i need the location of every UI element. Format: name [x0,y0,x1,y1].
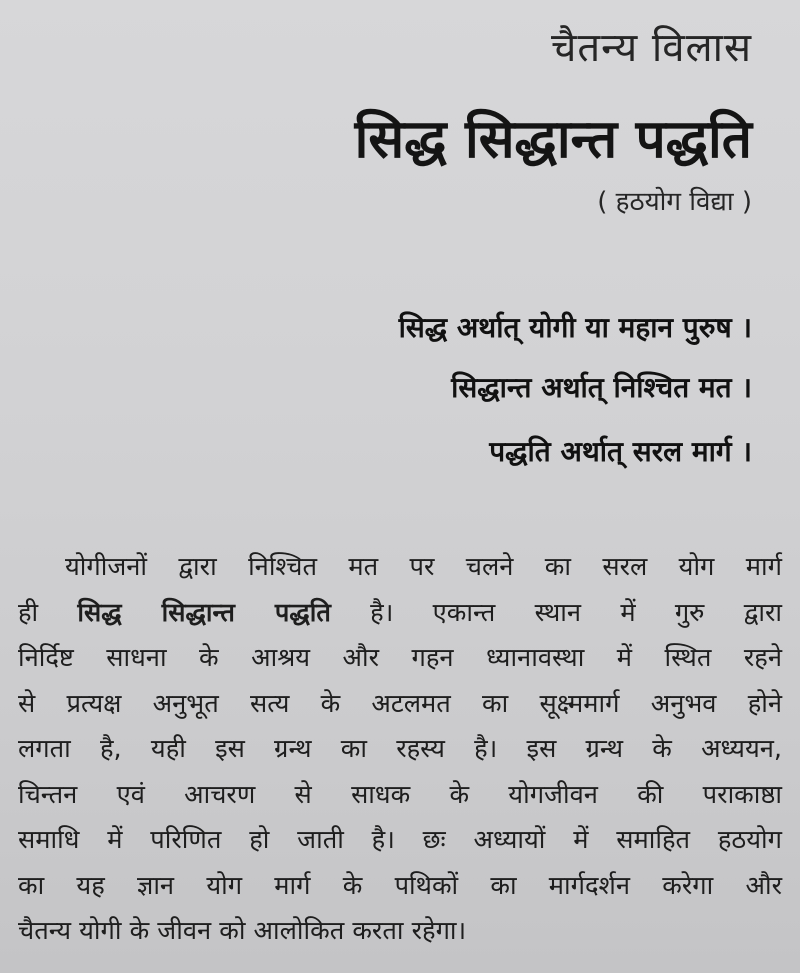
paragraph-line: चैतन्य योगी के जीवन को आलोकित करता रहेगा। [18,916,467,946]
paragraph-line: चिन्तन एवं आचरण से साधक के योगजीवन की पराकाष्ठा [18,779,782,810]
definition-siddhanta: सिद्धान्त अर्थात् निश्चित मत । [451,371,752,404]
paragraph-emphasis: सिद्ध सिद्धान्त पद्धति [77,597,331,628]
paragraph-text: है। एकान्त स्थान में गुरु द्वारा [330,597,782,628]
paragraph-line: योगीजनों द्वारा निश्चित मत पर चलने का सरल योग मार्ग [65,552,782,582]
paragraph-line: समाधि में परिणित हो जाती है। छः अध्यायों में समाहित हठयोग [18,825,782,855]
series-title: चैतन्य विलास [550,25,752,71]
book-title: सिद्ध सिद्धान्त पद्धति [354,109,752,170]
body-paragraph [18,545,782,955]
paragraph-line: निर्दिष्ट साधना के आश्रय और गहन ध्यानावस्था में स्थित रहने [18,643,782,673]
paragraph-text: ही [18,597,78,628]
definition-siddha: सिद्ध अर्थात् योगी या महान पुरुष । [398,311,752,344]
paragraph-line: का यह ज्ञान योग मार्ग के पथिकों का मार्गदर्शन करेगा और [18,870,782,901]
paragraph-line: लगता है, यही इस ग्रन्थ का रहस्य है। इस ग्रन्थ के अध्ययन, [18,734,782,764]
definition-paddhati: पद्धति अर्थात् सरल मार्ग । [489,435,752,468]
book-subtitle: ( हठयोग विद्या ) [597,187,752,217]
paragraph-line [18,591,782,637]
paragraph-line: से प्रत्यक्ष अनुभूत सत्य के अटलमत का सूक्ष्ममार्ग अनुभव होने [18,688,782,719]
